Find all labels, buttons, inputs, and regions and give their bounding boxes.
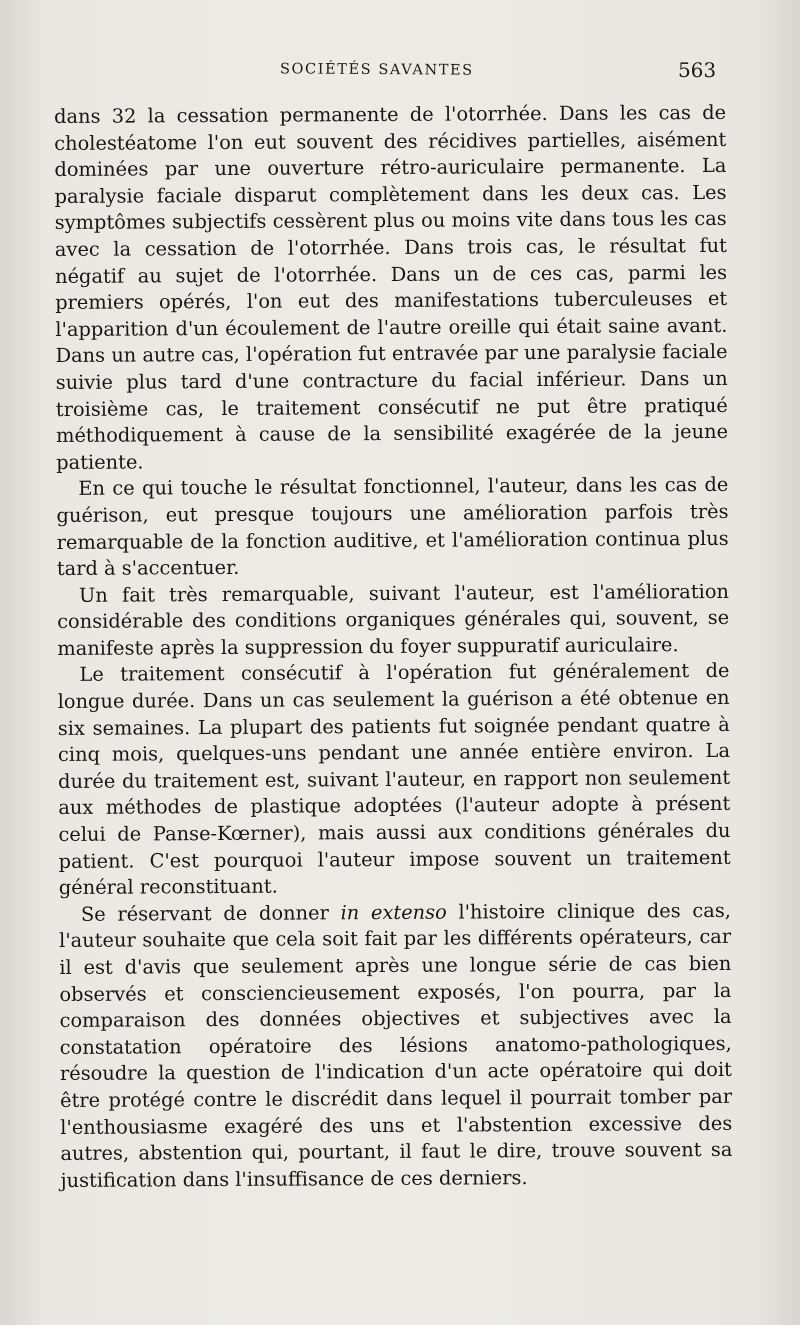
paragraph-1: dans 32 la cessation permanente de l'otorrhée. Dans les cas de cholestéatome l'on eut souvent des récidives partielles, aisément dominées par une ouverture rétro-auriculaire permanente. La paralysie faciale disparut complètement dans les deux cas. Les symptômes subjectifs cessèrent plus ou moins vite dans tous les cas avec la cessation de l'otorrhée. Dans trois cas, le résultat fut négatif au sujet de l'otorrhée. Dans un de ces cas, parmi les premiers opérés, l'on eut des manifestations tuberculeuses et l'apparition d'un écoulement de l'autre oreille qui était saine avant. Dans un autre cas, l'opération fut entravée par une paralysie faciale suivie plus tard d'une contracture du facial inférieur. Dans un troisième cas, le traitement consécutif ne put être pratiqué méthodiquement à cause de la sensibilité exagérée de la jeune patiente. — [54, 100, 729, 474]
page-number: 563 — [677, 57, 717, 83]
paragraph-2: En ce qui touche le résultat fonctionnel, l'auteur, dans les cas de guérison, eut presque toujours une amélioration parfois très remarquable de la fonction auditive, et l'amélioration continua plus tard à s'accentuer. — [56, 473, 729, 581]
page-header — [0, 58, 800, 88]
paragraph-5-end: l'histoire clinique des cas, l'auteur souhaite que cela soit fait par les différents opérateurs, car il est d'avis que seulement après une longue série de cas bien observés et consciencieusement exposés, l'on pourra, par la comparaison des données objectives et subjectives avec la constatation opératoire des lésions anatomo-pathologiques, résoudre la question de l'indication d'un acte opératoire qui doit être protégé contre le discrédit dans lequel il pourrait tomber par l'enthousiasme exagéré des uns et l'abstention excessive des autres, abstention qui, pourtant, il faut le dire, trouve souvent sa justification dans l'insuffisance de ces derniers. — [59, 898, 733, 1192]
italic-phrase: in extenso — [340, 900, 447, 925]
paragraph-4: Le traitement consécutif à l'opération fut généralement de longue durée. Dans un cas seulement la guérison a été obtenue en six semaines. La plupart des patients fut soignée pendant quatre à cinq mois, quelques-uns pendant une année entière environ. La durée du traitement est, suivant l'auteur, en rapport non seulement aux méthodes de plastique adoptées (l'auteur adopte à présent celui de Panse-Kœrner), mais aussi aux conditions générales du patient. C'est pourquoi l'auteur impose souvent un traitement général reconstituant. — [57, 659, 731, 900]
running-head: SOCIÉTÉS SAVANTES — [279, 61, 474, 79]
paragraph-5-start: Se réservant de donner — [80, 901, 341, 926]
paragraph-5 — [59, 898, 733, 1195]
paragraph-3: Un fait très remarquable, suivant l'auteur, est l'amélioration considérable des conditions organiques générales qui, souvent, se manifeste après la suppression du foyer suppuratif auriculaire. — [57, 579, 730, 660]
body-text — [54, 100, 733, 1194]
